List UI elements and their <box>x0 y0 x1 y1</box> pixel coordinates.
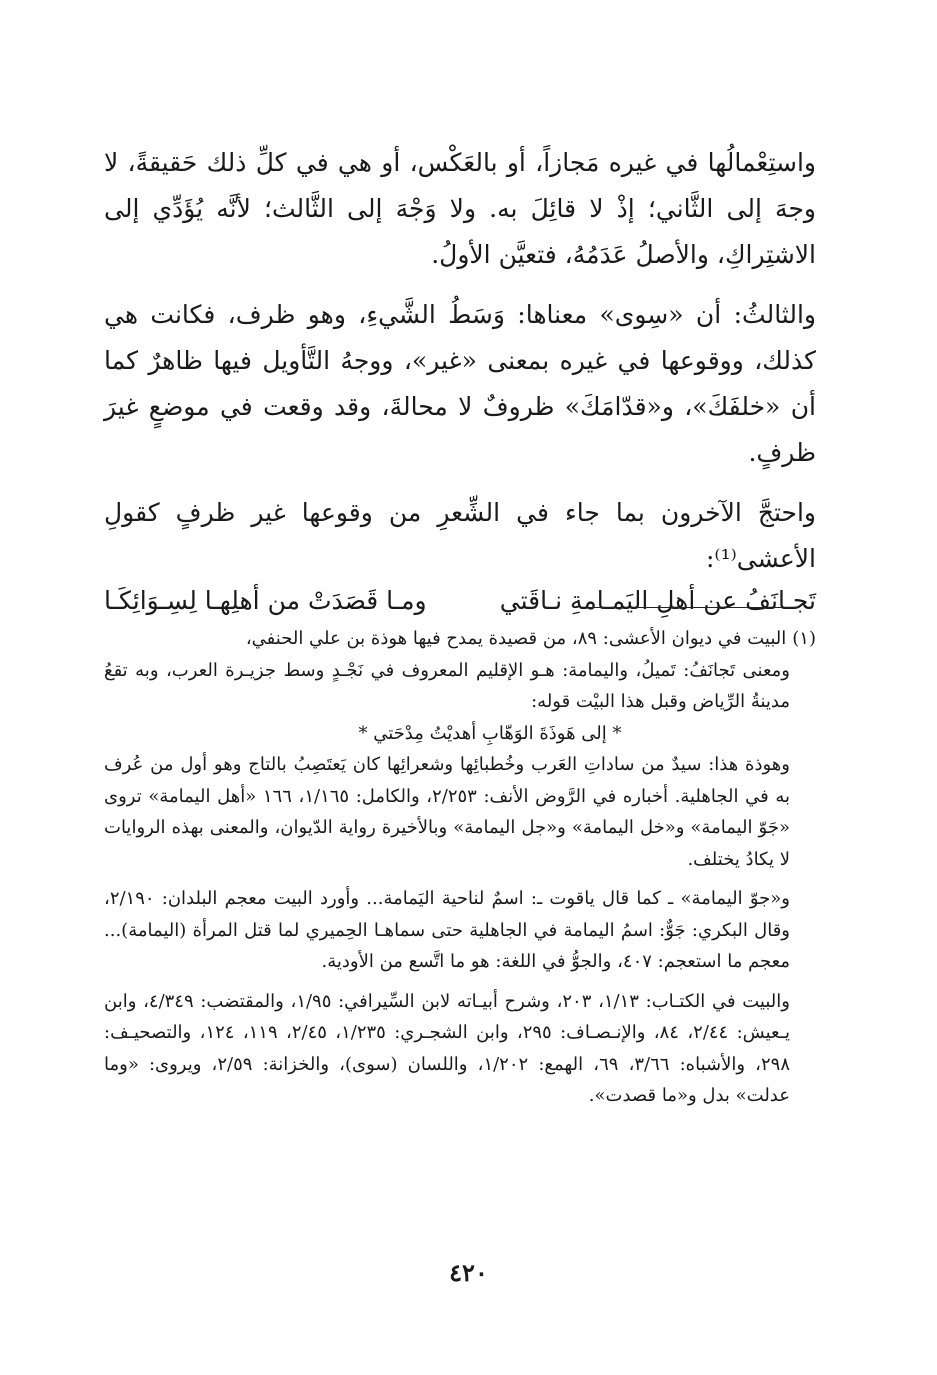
verse-second-hemistich: ومـا قَصَدَتْ من أهلِهـا لِسِـوَائِكَـا <box>104 586 427 615</box>
footnote-1-lead: البيت في ديوان الأعشى: ٨٩، من قصيدة يمدح فيها هوذة بن علي الحنفي، <box>245 628 787 649</box>
footnote-1-continuation: ومعنى تَجانَفُ: تَميلُ، واليمامة: هـو الإقليم المعروف في نَجْـدٍ وسط جزيـرة العرب، وبه تقعُ مدينةُ الرِّياض وقبل هذا البيْت قوله: <box>104 659 790 712</box>
footnote-1 <box>104 623 816 655</box>
page-number: ٤٢٠ <box>449 1258 488 1287</box>
footnote-marker: (١) <box>792 628 816 649</box>
footnote-separator <box>588 607 798 608</box>
paragraph-2: والثالثُ: أن «سِوى» معناها: وَسَطُ الشَّيءِ، وهو ظرف، فكانت هي كذلك، ووقوعها في غيره بمعنى «غير»، ووجهُ التَّأويل فيها ظاهرٌ كما أن «خلفَكَ»، و«قدّامَكَ» ظروفٌ لا محالةَ، وقد وقعت في موضعٍ غيرَ ظرفٍ. <box>104 300 816 467</box>
footnote-verse: * إلى هَوذَةَ الوَهّابِ أهديْتُ مِدْحَتي * <box>358 722 622 744</box>
poem-verse <box>104 578 816 624</box>
footnote-paragraph-jaww: و«جوّ اليمامة» ـ كما قال ياقوت ـ: اسمٌ لناحية اليَمامة... وأورد البيت معجم البلدان: ٢/١٩٠، وقال البكري: جَوٌّ: اسمُ اليمامة في الجاهلية حتى سماهـا الحِميري لما قتل المرأة (اليمامة)... معجم ما استعجم: ٤٠٧، والجوُّ في اللغة: هو ما اتَّسع من الأودية. <box>104 888 790 972</box>
paragraph-3: واحتجَّ الآخرون بما جاء في الشِّعرِ من وقوعها غير ظرفٍ كقولِ الأعشى⁽¹⁾: <box>104 498 816 573</box>
main-text <box>104 140 816 624</box>
footnote-paragraph-sources: والبيت في الكتـاب: ١/١٣، ٢٠٣، وشرح أبيـاته لابن السِّيرافي: ١/٩٥، والمقتضب: ٤/٣٤٩، وابن يـعيش: ٢/٤٤، ٨٤، والإنـصـاف: ٢٩٥، وابن الشجـري: ١/٢٣٥، ٢/٤٥، ١١٩، ١٢٤، والتصحيـف: ٢٩٨، والأشباه: ٣/٦٦، ٦٩، الهمع: ١/٢٠٢، واللسان (سوى)، والخزانة: ٢/٥٩، ويروى: «وما عدلت» بدل و«ما قصدت». <box>104 990 791 1106</box>
paragraph-1: واستِعْمالُها في غيره مَجازاً، أو بالعَكْس، أو هي في كلِّ ذلك حَقيقةً، لا وجهَ إلى الثَّاني؛ إذْ لا قائِلَ به. ولا وَجْهَ إلى الثَّالث؛ لأنَّه يُؤَدِّي إلى الاشتِراكِ، والأصلُ عَدَمُهُ، فتعيَّن الأولُ. <box>104 148 816 269</box>
footnotes <box>104 623 816 1120</box>
footnote-paragraph-hawdha: وهوذة هذا: سيدٌ من ساداتِ العَرب وخُطبائِها وشعرائِها كان يَعتَصِبُ بالتاج وهو أول من عُرف به في الجاهلية. أخباره في الرَّوض الأنف: ٢/٢٥٣، والكامل: ١/١٦٥، ١٦٦ «أهل اليمامة» تروى «جَوّ اليمامة» و«خل اليمامة» و«جل اليمامة» وبالأخيرة رواية الدّيوان، والمعنى بهذه الروايات لا يكادُ يختلف. <box>104 754 791 870</box>
verse-first-hemistich: تَجـانَفُ عن أهلِ اليَمـامةِ نـاقَتي <box>499 586 816 615</box>
